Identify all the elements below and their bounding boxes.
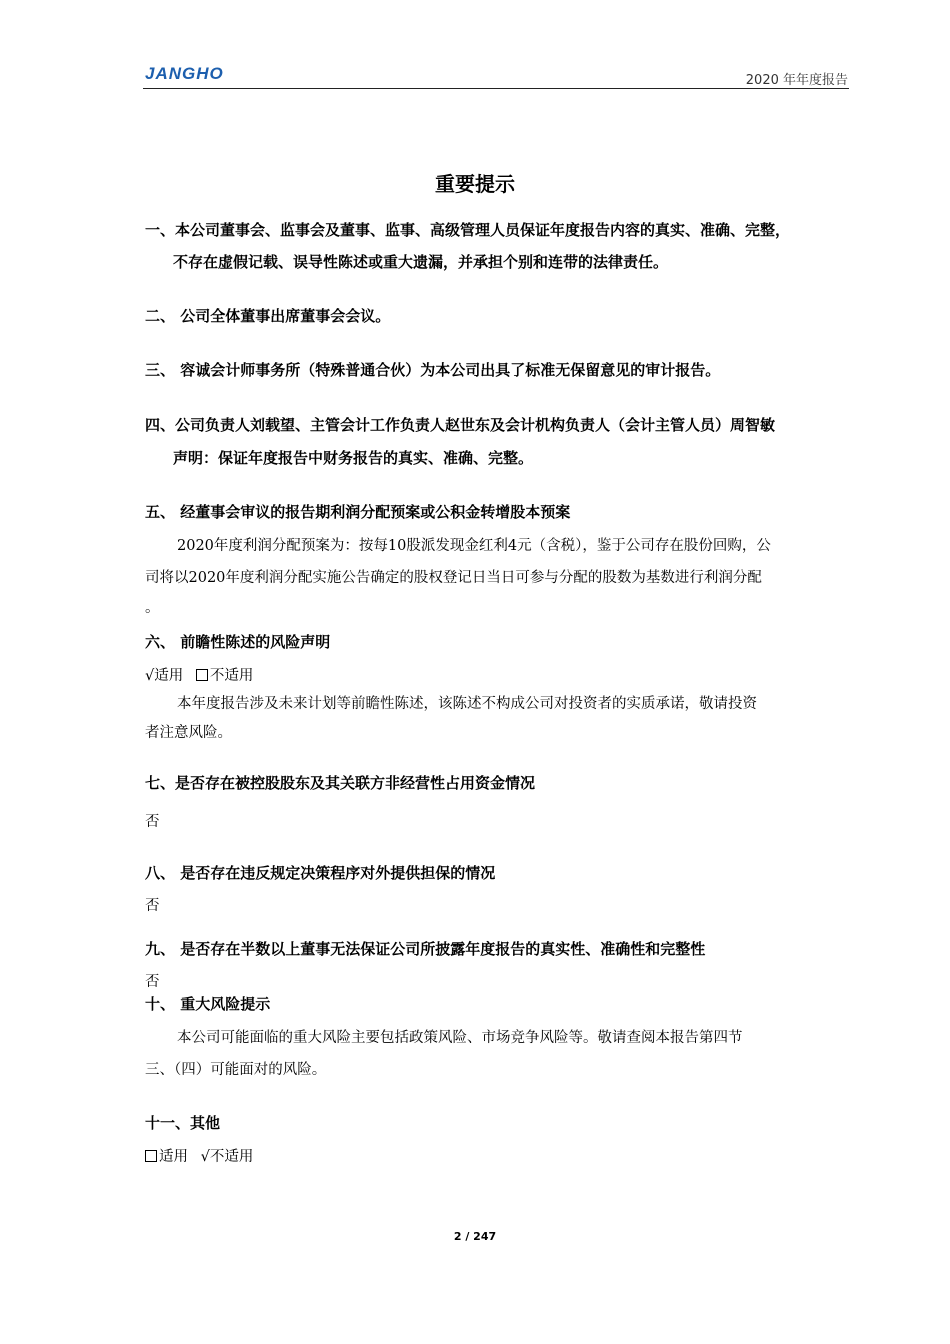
item-nine-heading: 九、 是否存在半数以上董事无法保证公司所披露年度报告的真实性、准确性和完整性 xyxy=(145,940,706,958)
item-two: 二、 公司全体董事出席董事会会议。 xyxy=(145,307,391,325)
item-five-line1: 2020年度利润分配预案为：按每10股派发现金红利4元（含税），鉴于公司存在股份回购，公 xyxy=(177,538,771,554)
option-applicable-checked: √适用 xyxy=(145,668,184,684)
item-five-line2: 司将以2020年度利润分配实施公告确定的股权登记日当日可参与分配的股数为基数进行利润分配 xyxy=(145,570,762,586)
item-ten-line1: 本公司可能面临的重大风险主要包括政策风险、市场竞争风险等。敬请查阅本报告第四节 xyxy=(177,1030,743,1046)
item-three: 三、 容诚会计师事务所（特殊普通合伙）为本公司出具了标准无保留意见的审计报告。 xyxy=(145,361,721,379)
page-title: 重要提示 xyxy=(435,172,515,196)
empty-checkbox-icon xyxy=(196,669,208,681)
company-logo: JANGHO xyxy=(145,64,224,83)
option-not-applicable xyxy=(196,668,254,684)
item-ten-line2: 三、（四）可能面对的风险。 xyxy=(145,1062,327,1078)
empty-checkbox-icon xyxy=(145,1150,157,1162)
item-ten-heading: 十、 重大风险提示 xyxy=(145,995,271,1013)
option-not-applicable-checked: √不适用 xyxy=(200,1149,254,1165)
item-nine-answer: 否 xyxy=(145,974,160,990)
item-seven-answer: 否 xyxy=(145,814,160,830)
item-eleven-options xyxy=(145,1145,253,1166)
item-one-line1: 一、本公司董事会、监事会及董事、监事、高级管理人员保证年度报告内容的真实、准确、完整， xyxy=(145,221,791,239)
item-six-heading: 六、 前瞻性陈述的风险声明 xyxy=(145,633,331,651)
item-six-line1: 本年度报告涉及未来计划等前瞻性陈述，该陈述不构成公司对投资者的实质承诺，敬请投资 xyxy=(177,696,757,712)
item-six-options xyxy=(145,664,253,685)
report-title: 2020 年年度报告 xyxy=(745,73,848,88)
header-divider xyxy=(143,88,849,89)
item-five-heading: 五、 经董事会审议的报告期利润分配预案或公积金转增股本预案 xyxy=(145,503,571,521)
item-four-line1: 四、公司负责人刘载望、主管会计工作负责人赵世东及会计机构负责人（会计主管人员）周智敏 xyxy=(145,416,776,434)
item-eight-heading: 八、 是否存在违反规定决策程序对外提供担保的情况 xyxy=(145,864,496,882)
item-five-line3: 。 xyxy=(145,600,160,616)
item-six-line2: 者注意风险。 xyxy=(145,725,232,741)
item-one-line2: 不存在虚假记载、误导性陈述或重大遗漏，并承担个别和连带的法律责任。 xyxy=(173,253,669,271)
page-number: 2 / 247 xyxy=(453,1230,497,1243)
item-eleven-heading: 十一、其他 xyxy=(145,1114,221,1132)
item-seven-heading: 七、是否存在被控股股东及其关联方非经营性占用资金情况 xyxy=(145,774,536,792)
item-eight-answer: 否 xyxy=(145,898,160,914)
item-four-line2: 声明：保证年度报告中财务报告的真实、准确、完整。 xyxy=(173,449,534,467)
option-applicable-label: 适用 xyxy=(159,1149,188,1165)
option-not-applicable-label: 不适用 xyxy=(209,668,254,684)
option-applicable xyxy=(145,1149,188,1165)
